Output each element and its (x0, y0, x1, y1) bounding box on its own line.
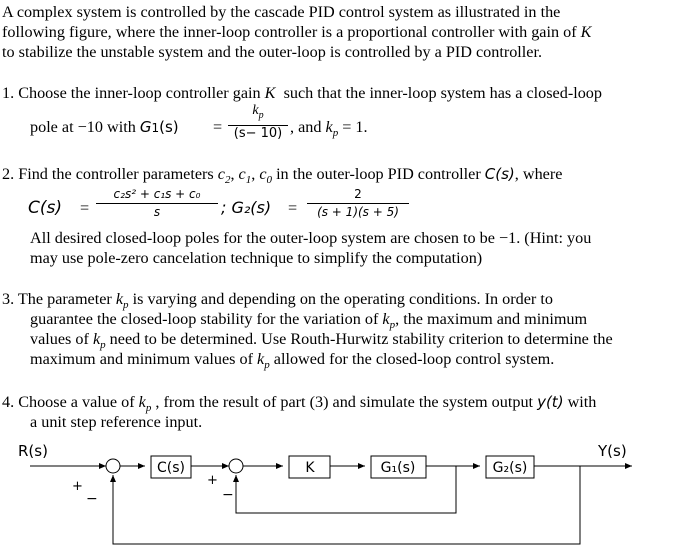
q2-text-b: in the outer-loop PID controller (276, 165, 481, 183)
q2-cs-symbol: C(s) (484, 165, 515, 183)
q2-line-1: 2. Find the controller parameters $c_2$, $c_1$, $c_0$ in the outer-loop PID controller C(s), where (2, 165, 563, 187)
q2-c-label: C(s) (28, 198, 62, 218)
q1-k-symbol: K (264, 84, 276, 102)
q2-text-c: , where (514, 165, 563, 183)
q2-c-denominator: s (153, 205, 161, 219)
q1-kp-value: = 1. (342, 118, 368, 136)
q3-text-c: guarantee the closed-loop stability for the variation of (30, 310, 379, 328)
q1-g1-subscript: 1 (151, 121, 160, 135)
q2-c0-symbol: $c_0$ (259, 165, 273, 187)
q4-text-b: , from the result of part (3) and simulate the system output (155, 393, 534, 411)
q2-line-3: All desired closed-loop poles for the outer-loop system are chosen to be −1. (Hint: you (30, 229, 592, 247)
q1-equals: = (213, 118, 223, 136)
q3-kp-symbol-3: $k_p$ (92, 330, 106, 352)
q2-equals-2: = (288, 199, 298, 217)
q1-pole-text: pole at −10 with (30, 118, 136, 136)
q2-c-numerator: c₂s² + c₁s + c₀ (113, 187, 201, 201)
summing-junction-outer (106, 459, 120, 473)
q3-text-g: maximum and minimum values of (30, 350, 253, 368)
q4-text-a: 4. Choose a value of (2, 393, 135, 411)
q1-g1-arg: (s) (159, 118, 179, 136)
q3-text-f: need to be determined. Use Routh-Hurwitz stability criterion to determine the (109, 330, 613, 348)
q3-kp-symbol: $k_p$ (115, 290, 129, 312)
q2-line-4: may use pole-zero cancelation technique to simplify the computation) (30, 249, 483, 267)
sum1-plus-sign: + (72, 479, 83, 494)
block-g1-label: G₁(s) (380, 460, 416, 476)
q2-c1-symbol: $c_1$ (238, 165, 252, 187)
q3-text-a: 3. The parameter (2, 290, 112, 308)
q3-text-b: is varying and depending on the operating conditions. In order to (132, 290, 553, 308)
sum2-plus-sign: + (207, 473, 218, 488)
intro-line-2-text: following figure, where the inner-loop controller is a proportional controller with gain of (2, 23, 577, 41)
intro-line-3: to stabilize the unstable system and the outer-loop is controlled by a PID controller. (2, 43, 543, 61)
q2-equals: = (80, 199, 90, 217)
q4-line-2: a unit step reference input. (30, 413, 203, 431)
q3-kp-symbol-4: $k_p$ (257, 350, 270, 372)
q3-kp-symbol-2: $k_p$ (382, 310, 396, 332)
q4-kp-symbol: $k_p$ (138, 393, 152, 415)
sum2-minus-sign: − (222, 487, 234, 503)
summing-junction-inner (229, 459, 243, 473)
q1-fraction-numerator: $k_p$ (252, 103, 264, 121)
q4-yt-symbol: y(t) (537, 393, 564, 411)
q2-g2-denominator: (s + 1)(s + 5) (317, 205, 399, 219)
q3-text-e: values of (30, 330, 89, 348)
sum1-minus-sign: − (86, 491, 98, 507)
q3-text-d: , the maximum and minimum (395, 310, 588, 328)
q2-g2-numerator: 2 (354, 187, 362, 201)
q1-g1-symbol: G (139, 118, 152, 136)
q2-text-a: 2. Find the controller parameters (2, 165, 214, 183)
q1-and-text: , and (290, 118, 322, 136)
q1-kp-symbol: $k_p$ (325, 118, 339, 140)
input-label: R(s) (18, 442, 48, 460)
output-label: Y(s) (598, 442, 627, 460)
q1-text-c: such that the inner-loop system has a closed-loop (283, 84, 602, 102)
q4-text-c: with (567, 393, 597, 411)
q3-text-h: allowed for the closed-loop control system. (273, 350, 555, 368)
intro-line-1: A complex system is controlled by the cascade PID control system as illustrated in the (2, 3, 561, 21)
q2-c2-symbol: $c_2$ (217, 165, 231, 187)
block-k-label: K (305, 460, 315, 476)
q1-fraction-denominator: (s− 10) (233, 125, 283, 141)
intro-k-symbol: K (580, 23, 592, 41)
block-c-label: C(s) (157, 460, 185, 476)
q2-g2-label: ; G₂(s) (221, 198, 272, 217)
q1-text-a: 1. Choose the inner-loop controller gain (2, 84, 261, 102)
block-g2-label: G₂(s) (492, 460, 528, 476)
